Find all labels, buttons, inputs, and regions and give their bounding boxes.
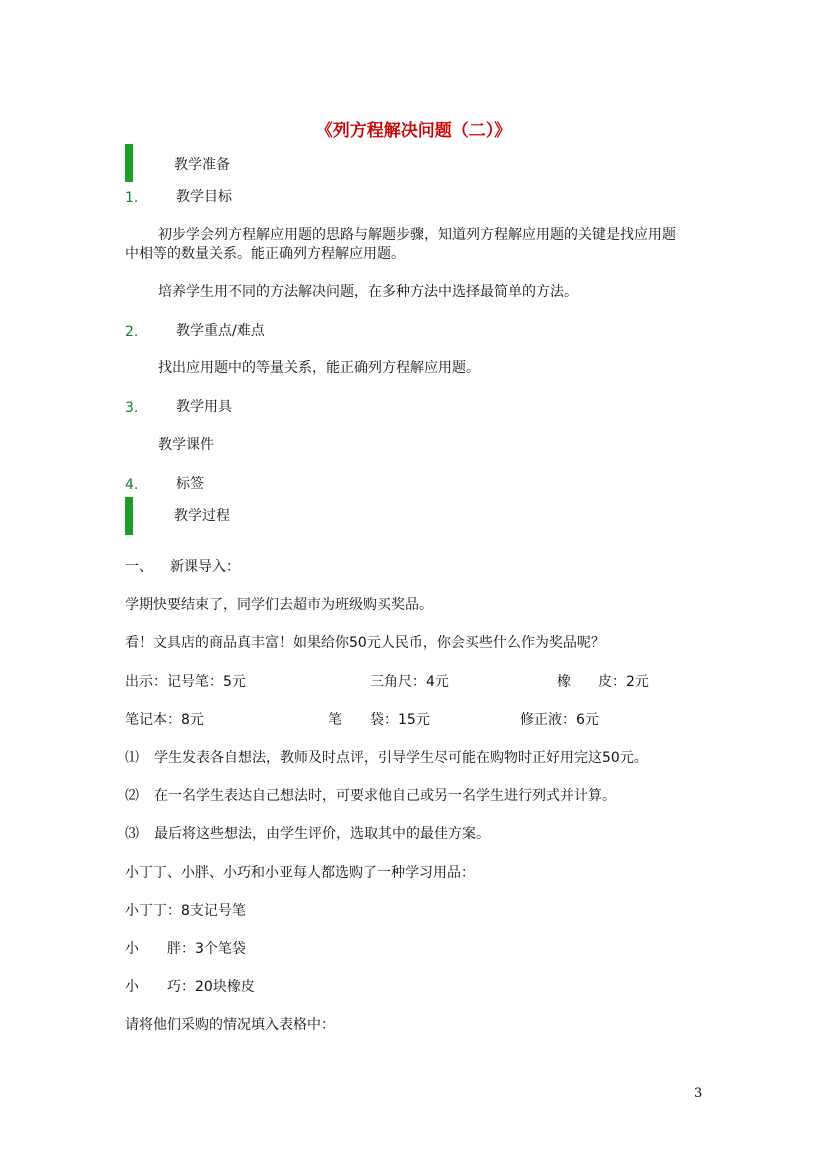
tools-paragraph: 教学课件 xyxy=(158,437,214,453)
item-eraser-char: 橡 xyxy=(557,674,571,690)
page-number: 3 xyxy=(694,1086,703,1101)
section-heading: 标签 xyxy=(176,476,204,492)
step-number: ⑴ xyxy=(125,750,139,766)
paragraph: 看！文具店的商品真丰富！如果给你50元人民币，你会买些什么作为奖品呢？ xyxy=(125,635,605,651)
goal-line-1: 初步学会列方程解应用题的思路与解题步骤，知道列方程解应用题的关键是找应用题 xyxy=(158,227,676,243)
goal-line-2: 中相等的数量关系。能正确列方程解应用题。 xyxy=(125,246,405,262)
item-eraser: 皮：2元 xyxy=(598,674,649,690)
section-marker-bar xyxy=(125,497,133,535)
step-text: 最后将这些想法，由学生评价，选取其中的最佳方案。 xyxy=(154,826,490,842)
purchase-line: 小丁丁：8支记号笔 xyxy=(125,903,246,919)
heading-process: 教学过程 xyxy=(174,508,230,524)
document-title: 《列方程解决问题（二）》 xyxy=(315,121,512,141)
paragraph: 请将他们采购的情况填入表格中： xyxy=(125,1017,335,1033)
item-notebook: 笔记本：8元 xyxy=(125,712,204,728)
purchase-line: 巧：20块橡皮 xyxy=(167,979,255,995)
intro-number: 一、 xyxy=(125,559,153,575)
key-paragraph: 找出应用题中的等量关系，能正确列方程解应用题。 xyxy=(158,360,480,376)
purchase-name-char: 小 xyxy=(125,941,139,957)
intro-heading: 新课导入： xyxy=(170,559,240,575)
section-heading: 教学重点/难点 xyxy=(176,323,265,339)
item-ruler: 三角尺：4元 xyxy=(370,674,449,690)
step-text: 学生发表各自想法，教师及时点评，引导学生尽可能在购物时正好用完这50元。 xyxy=(154,750,648,766)
heading-prep: 教学准备 xyxy=(174,157,230,173)
item-bag-char: 笔 xyxy=(328,712,342,728)
paragraph: 小丁丁、小胖、小巧和小亚每人都选购了一种学习用品： xyxy=(125,865,475,881)
purchase-name-char: 小 xyxy=(125,979,139,995)
section-marker-bar xyxy=(125,144,133,182)
item-bag: 袋：15元 xyxy=(370,712,430,728)
purchase-line: 胖：3个笔袋 xyxy=(167,941,246,957)
goal-paragraph-2: 培养学生用不同的方法解决问题，在多种方法中选择最简单的方法。 xyxy=(158,284,578,300)
step-number: ⑵ xyxy=(125,788,139,804)
step-number: ⑶ xyxy=(125,826,139,842)
paragraph: 学期快要结束了，同学们去超市为班级购买奖品。 xyxy=(125,597,433,613)
section-number: 4. xyxy=(125,477,139,493)
section-heading: 教学用具 xyxy=(176,399,232,415)
section-number: 1. xyxy=(125,190,139,206)
step-text: 在一名学生表达自己想法时，可要求他自己或另一名学生进行列式并计算。 xyxy=(154,788,616,804)
section-number: 3. xyxy=(125,400,139,416)
item-fluid: 修正液：6元 xyxy=(520,712,599,728)
section-number: 2. xyxy=(125,324,139,340)
show-items-label: 出示：记号笔：5元 xyxy=(125,674,246,690)
section-heading: 教学目标 xyxy=(176,189,232,205)
